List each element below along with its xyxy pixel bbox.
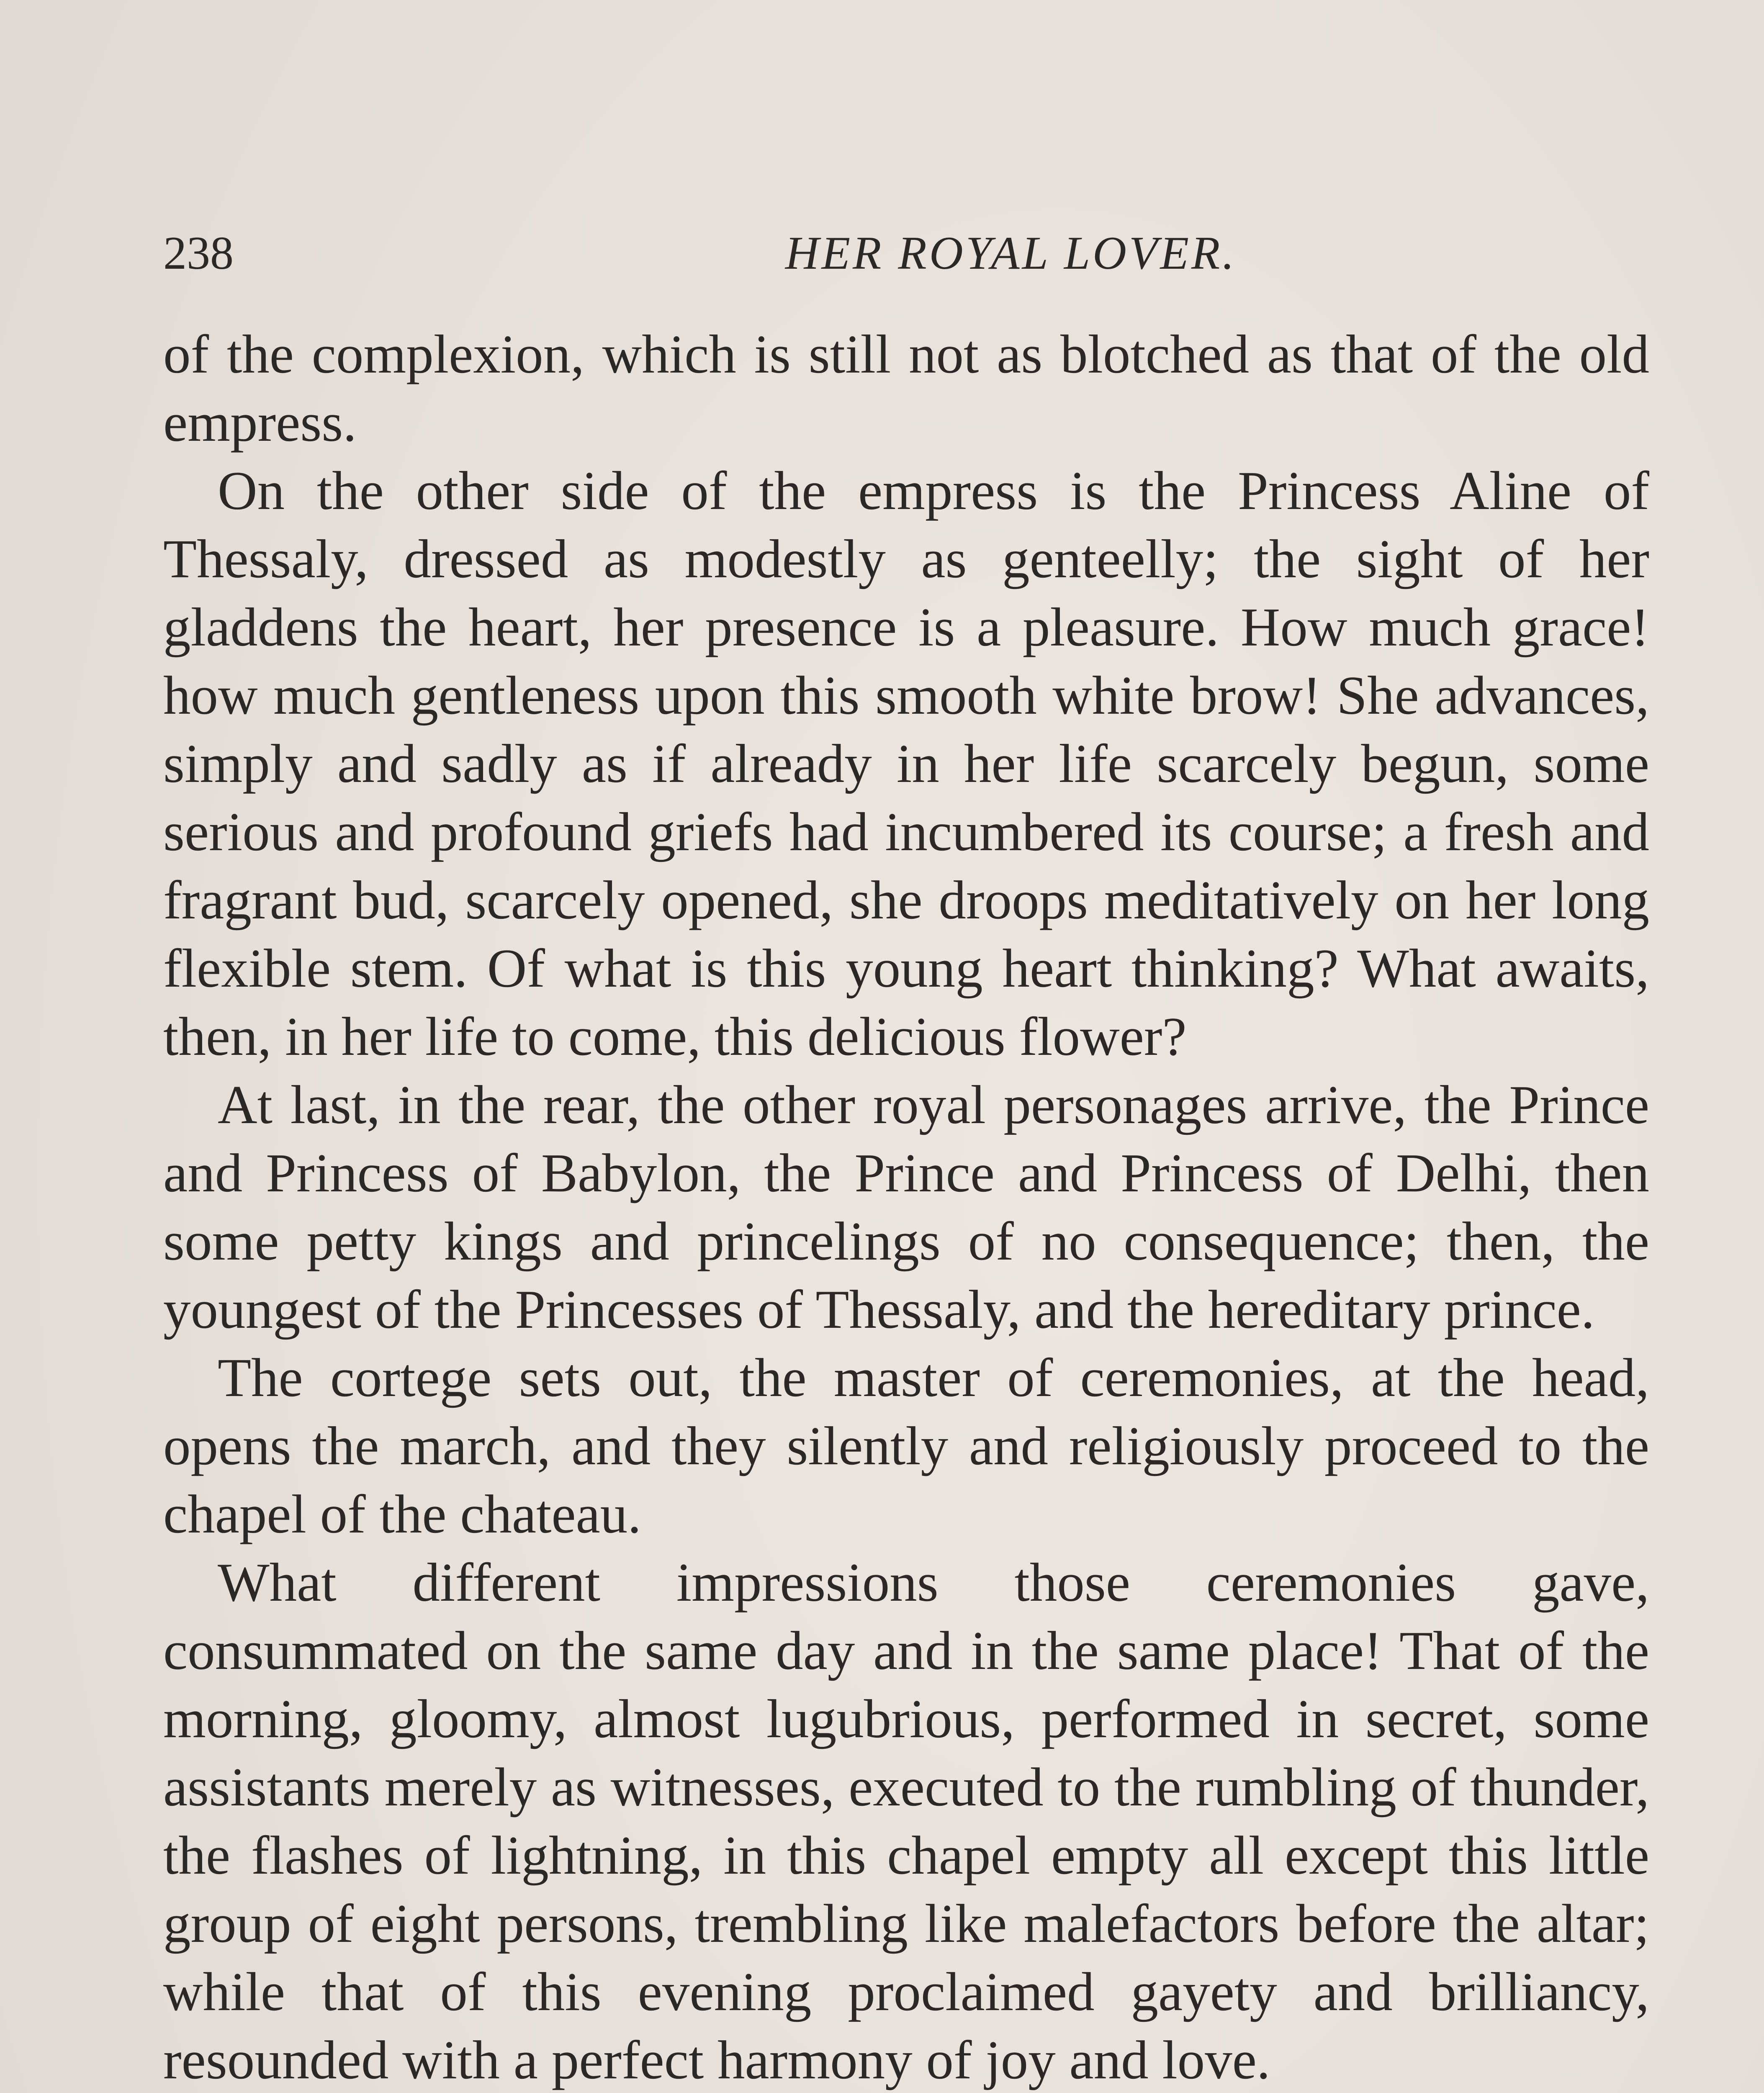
paragraph: The cortege sets out, the master of ceremonies, at the head, opens the march, and they silently and religiously proceed to the chapel of the chateau. bbox=[163, 1347, 1649, 1545]
paragraph: What different impressions those ceremonies gave, consummated on the same day and in the same place! That of the morning, gloomy, almost lugubrious, performed in secret, some assistants merely as witnesses, executed to the rumbling of thunder, the flashes of lightning, in this chapel empty all except this little group of eight persons, trembling like malefactors before the altar; while that of this evening proclaimed gayety and brilliancy, resounded with a perfect harmony of joy and love. bbox=[163, 1552, 1649, 2090]
running-title: HER ROYAL LOVER. bbox=[785, 227, 1237, 279]
paragraph-continued: of the complexion, which is still not as blotched as that of the old empress. bbox=[163, 324, 1649, 453]
running-head bbox=[163, 218, 1649, 289]
body-text bbox=[163, 320, 1649, 2093]
page-number: 238 bbox=[163, 227, 234, 279]
paragraph: At last, in the rear, the other royal personages arrive, the Prince and Princess of Babylon, the Prince and Princess of Delhi, then some petty kings and princelings of no consequence; then, the youngest of the Princesses of Thessaly, and the hereditary prince. bbox=[163, 1075, 1649, 1340]
paragraph: On the other side of the empress is the Princess Aline of Thessaly, dressed as modestly as genteelly; the sight of her gladdens the heart, her presence is a pleasure. How much grace! how much gentleness upon this smooth white brow! She advances, simply and sadly as if already in her life scarcely begun, some serious and profound griefs had incumbered its course; a fresh and fragrant bud, scarcely opened, she droops meditatively on her long flexible stem. Of what is this young heart thinking? What awaits, then, in her life to come, this delicious flower? bbox=[163, 460, 1649, 1067]
